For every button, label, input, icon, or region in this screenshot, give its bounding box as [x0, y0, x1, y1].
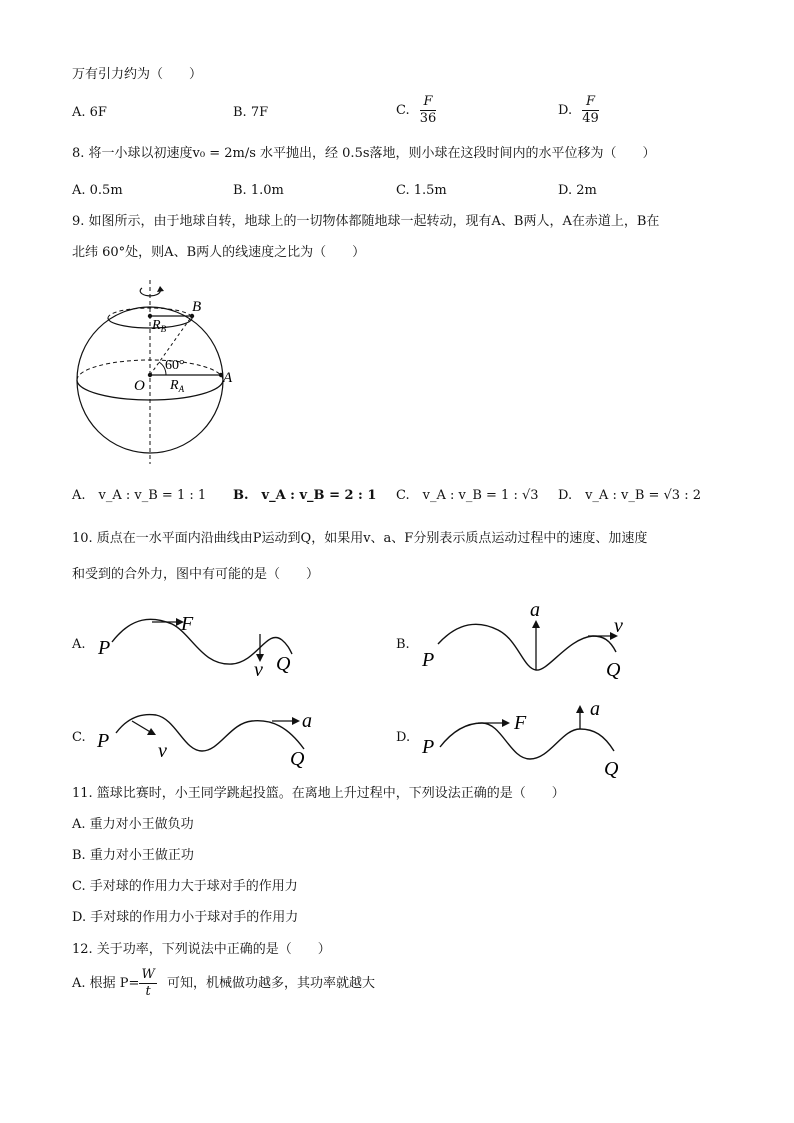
q11-option-b: B. 重力对小王做正功: [72, 848, 194, 863]
q10-figure-c: [92, 705, 322, 775]
q10-figure-d: [418, 695, 643, 785]
q12-option-a-prefix: A. 根据 P=: [72, 976, 140, 991]
q9-option-c: C. v_A : v_B = 1 : √3: [396, 488, 539, 503]
q8-option-c: C. 1.5m: [396, 183, 447, 198]
q12-option-a-suffix: 可知，机械做功越多，其功率就越大: [166, 976, 375, 991]
q8-option-b: B. 1.0m: [233, 183, 284, 198]
label-a-c: a: [302, 710, 312, 732]
label-rb: $R_B$: [152, 318, 167, 334]
q12-option-a: [72, 967, 375, 1000]
curve-d: [440, 723, 614, 759]
q9-option-a: A. v_A : v_B = 1 : 1: [72, 488, 207, 503]
label-a-d: a: [590, 698, 600, 720]
q7-option-d-label: D.: [558, 103, 573, 118]
q9-option-b: B. v_A : v_B = 2 : 1: [233, 488, 377, 503]
rotation-arrowhead-icon: [157, 286, 164, 292]
curve-b: [438, 624, 616, 670]
q10-option-d-label: D.: [396, 730, 411, 745]
equator-front: [77, 380, 223, 400]
q7-option-d-fraction: [582, 94, 599, 127]
curve-a: [112, 619, 292, 664]
curve-c: [116, 715, 304, 751]
label-v-c: v: [158, 740, 167, 762]
label-q-c: Q: [290, 748, 305, 770]
label-f-d: F: [514, 712, 527, 734]
label-q-b: Q: [606, 659, 621, 681]
point-o-dot: [148, 373, 152, 377]
q10-stem-line2: 和受到的合外力，图中有可能的是（ ）: [72, 567, 320, 582]
q7-option-b: B. 7F: [233, 105, 269, 120]
q7-option-d-den: 49: [582, 111, 599, 126]
q12-option-a-den: t: [145, 984, 151, 999]
force-arrow-d-icon: [502, 719, 510, 727]
q11-stem: 11. 篮球比赛时，小王同学跳起投篮。在离地上升过程中，下列设法正确的是（ ）: [72, 786, 565, 801]
q8-option-d: D. 2m: [558, 183, 597, 198]
q7-option-c-fraction: [420, 94, 437, 127]
q9-stem-line2: 北纬 60°处，则A、B两人的线速度之比为（ ）: [72, 245, 366, 260]
label-ra: $R_A$: [170, 378, 185, 394]
q7-option-c-den: 36: [419, 111, 437, 126]
label-angle: 60°: [165, 358, 185, 373]
label-p-a: P: [98, 637, 111, 659]
q10-figure-b: [418, 600, 643, 690]
label-a: A: [223, 370, 233, 386]
q7-option-c-label: C.: [396, 103, 410, 118]
q10-figure-a: [92, 610, 312, 680]
accel-arrow-c-icon: [292, 717, 300, 725]
label-q-a: Q: [276, 653, 291, 675]
q12-option-a-fraction: [139, 967, 156, 1000]
q7-option-a: A. 6F: [72, 105, 107, 120]
label-p-c: P: [97, 730, 110, 752]
q11-option-a: A. 重力对小王做负功: [72, 817, 194, 832]
earth-rotation-figure: [70, 278, 250, 468]
label-b: B: [192, 299, 202, 315]
q9-stem-line1: 9. 如图所示，由于地球自转，地球上的一切物体都随地球一起转动，现有A、B两人，A在赤道上，B在: [72, 214, 660, 229]
q12-stem: 12. 关于功率，下列说法中正确的是（ ）: [72, 942, 331, 957]
q7-option-c-num: F: [420, 94, 437, 111]
q10-option-c-label: C.: [72, 730, 86, 745]
q7-option-d: [558, 94, 599, 127]
label-p-d: P: [422, 736, 435, 758]
q10-stem-line1: 10. 质点在一水平面内沿曲线由P运动到Q，如果用v、a、F分别表示质点运动过程中的速度、加速度: [72, 531, 648, 546]
label-o: O: [134, 378, 145, 394]
accel-arrow-d-icon: [576, 705, 584, 713]
q10-option-b-label: B.: [396, 637, 410, 652]
q7-option-c: [396, 94, 436, 127]
q7-stem: 万有引力约为（ ）: [72, 67, 203, 82]
q11-option-c: C. 手对球的作用力大于球对手的作用力: [72, 879, 298, 894]
label-f-a: F: [181, 613, 194, 635]
q12-option-a-num: W: [141, 967, 155, 982]
label-a-b: a: [530, 600, 540, 621]
label-p-b: P: [422, 649, 435, 671]
label-q-d: Q: [604, 758, 619, 780]
q8-stem: 8. 将一小球以初速度v₀ = 2m/s 水平抛出，经 0.5s落地，则小球在这段时间内的水平位移为（ ）: [72, 146, 656, 161]
q10-option-a-label: A.: [72, 637, 86, 652]
q11-option-d: D. 手对球的作用力小于球对手的作用力: [72, 910, 299, 925]
label-v-b: v: [614, 615, 623, 637]
accel-arrow-b-icon: [532, 620, 540, 628]
q8-option-a: A. 0.5m: [72, 183, 123, 198]
q7-option-d-num: F: [582, 94, 599, 111]
label-v-a: v: [254, 659, 263, 680]
q9-option-d: D. v_A : v_B = √3 : 2: [558, 488, 701, 503]
